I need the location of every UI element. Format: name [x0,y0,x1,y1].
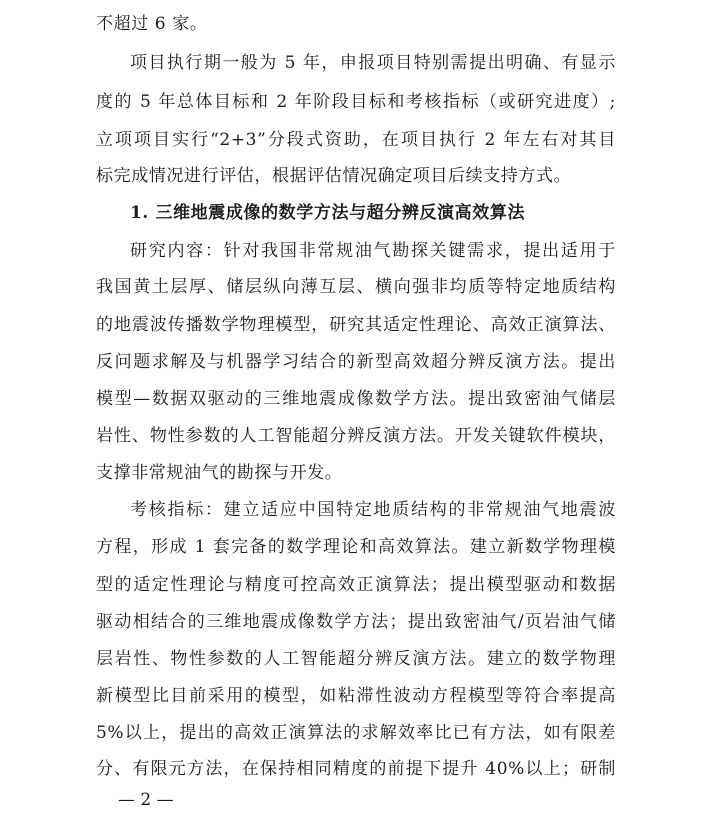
text-line: 的地震波传播数学物理模型，研究其适定性理论、高效正演算法、 [96,315,616,335]
text-line: 不超过 6 家。 [96,14,208,34]
text-line: 方程，形成 1 套完备的数学理论和高效算法。建立新数学物理模 [96,537,616,557]
text-line: 考核指标：建立适应中国特定地质结构的非常规油气地震波 [130,500,616,520]
text-line: 度的 5 年总体目标和 2 年阶段目标和考核指标（或研究进度）; [96,92,616,112]
text-line: 标完成情况进行评估，根据评估情况确定项目后续支持方式。 [96,166,572,186]
text-line: 驱动相结合的三维地震成像数学方法；提出致密油气/页岩油气储 [96,612,616,632]
section-heading: 1. 三维地震成像的数学方法与超分辨反演高效算法 [130,203,526,223]
text-line: 分、有限元方法，在保持相同精度的前提下提升 40%以上；研制 [96,759,616,779]
text-line: 层岩性、物性参数的人工智能超分辨反演方法。建立的数学物理 [96,649,616,669]
text-line: 立项项目实行“2+3”分段式资助，在项目执行 2 年左右对其目 [96,130,616,150]
text-line: 模型—数据双驱动的三维地震成像数学方法。提出致密油气储层 [96,389,616,409]
text-line: 项目执行期一般为 5 年，申报项目特别需提出明确、有显示 [130,53,616,73]
text-line: 岩性、物性参数的人工智能超分辨反演方法。开发关键软件模块， [96,426,616,446]
text-line: 型的适定性理论与精度可控高效正演算法；提出模型驱动和数据 [96,575,616,595]
text-line: 新模型比目前采用的模型，如粘滞性波动方程模型等符合率提高 [96,686,616,706]
text-line: 支撑非常规油气的勘探与开发。 [96,463,343,483]
text-line: 研究内容：针对我国非常规油气勘探关键需求，提出适用于 [130,241,616,261]
text-line: 我国黄土层厚、储层纵向薄互层、横向强非均质等特定地质结构 [96,277,616,297]
text-line: 5%以上，提出的高效正演算法的求解效率比已有方法，如有限差 [96,723,616,743]
page-number: — 2 — [118,790,174,810]
text-line: 反问题求解及与机器学习结合的新型高效超分辨反演方法。提出 [96,352,616,372]
